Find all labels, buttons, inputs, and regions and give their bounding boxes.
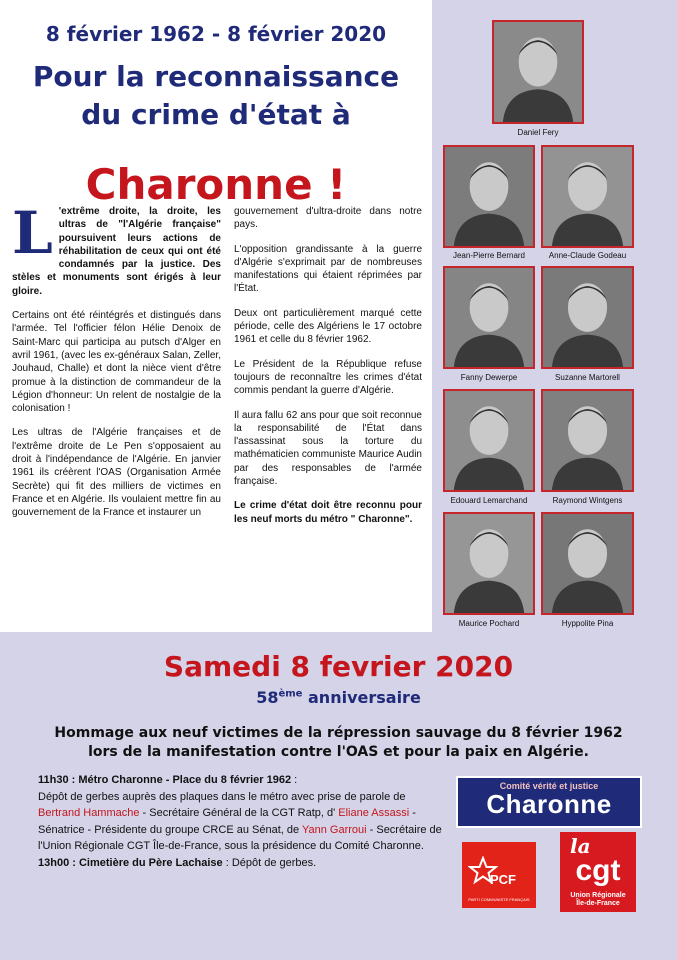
- hommage-line-2: lors de la manifestation contre l'OAS et pour la paix en Algérie.: [88, 744, 589, 760]
- victim-photo: [541, 145, 634, 248]
- victim-caption: Fanny Dewerpe: [460, 373, 518, 382]
- comite-charonne-logo: [456, 776, 642, 828]
- comite-subtitle: Comité vérité et justice: [499, 781, 599, 791]
- article-paragraph: Il aura fallu 62 ans pour que soit reconnue la responsabilité de l'État dans l'assassinat sous la torture du mathématicien communiste Maurice Audin par des responsables de l'armée française.: [234, 409, 422, 488]
- portrait-icon: [543, 514, 632, 613]
- article-right-column: [234, 205, 422, 537]
- article-paragraph: Deux ont particulièrement marqué cette période, celle des Algériens le 17 octobre 1961 et celle du 8 février 1962.: [234, 307, 422, 346]
- program-time-1: 11h30 : Métro Charonne - Place du 8 février 1962: [38, 774, 292, 786]
- portrait-icon: [494, 22, 582, 122]
- victim-photo: [443, 145, 535, 248]
- article-lead: 'extrême droite, la droite, les ultras de "l'Algérie française" poursuivent leurs actions de réhabilitation de ceux qui ont été condamnés par la justice. Des stèles et monuments sont érigés à leur gloire.: [12, 206, 221, 297]
- cgt-la: la: [570, 834, 591, 858]
- hommage-line-1: Hommage aux neuf victimes de la répression sauvage du 8 février 1962: [54, 725, 623, 741]
- portrait-icon: [543, 391, 632, 490]
- pcf-logo: [462, 842, 536, 908]
- program-text-1: [38, 789, 448, 855]
- anniversary-suffix: ème: [278, 688, 303, 700]
- victim-caption: Daniel Fery: [517, 128, 559, 137]
- victim-caption: Anne-Claude Godeau: [548, 251, 627, 260]
- victim-caption: Suzanne Martorell: [555, 373, 620, 382]
- program-text: - Secrétaire Général de la CGT Ratp, d': [139, 807, 339, 819]
- program-separator: :: [291, 774, 298, 786]
- victim-photo: [443, 266, 535, 369]
- comite-name: Charonne: [486, 789, 612, 819]
- event-date: Samedi 8 fevrier 2020: [163, 650, 514, 683]
- victim-caption: Hyppolite Pina: [561, 619, 614, 628]
- victim-caption: Edouard Lemarchand: [450, 496, 528, 505]
- dropcap: L: [12, 199, 53, 267]
- portrait-icon: [543, 268, 632, 367]
- pcf-subtitle: PARTI COMMUNISTE FRANÇAIS: [468, 897, 530, 902]
- headline-charonne: Charonne !: [85, 160, 347, 209]
- speaker-name: Bertrand Hammache: [38, 807, 140, 819]
- article-paragraph: Le Président de la République refuse toujours de reconnaître les crimes d'état commis pendant la guerre d'Algérie.: [234, 358, 422, 397]
- portrait-icon: [445, 147, 533, 246]
- anniversary: [0, 688, 677, 707]
- victim-photo: [492, 20, 584, 124]
- program-text-2: : Dépôt de gerbes.: [222, 856, 317, 869]
- article-left-column: [12, 199, 221, 531]
- cgt-logo: [560, 832, 636, 912]
- cgt-region: [560, 892, 636, 908]
- article-paragraph: Certains ont été réintégrés et distingués dans l'armée. Tel l'officier félon Hélie Denoix de Saint-Marc qui participa au putsch d'Alger en avril 1961, (avec les ex-généraux Salan, Zeller, Jouhaud, Challe) et dont la nièce vient d'être promue à la distinction de commandeur de la Légion d'honneur: Un relent de nostalgie de la colonisation !: [12, 310, 221, 415]
- article-paragraph: gouvernement d'ultra-droite dans notre pays.: [234, 206, 422, 231]
- headline: [0, 58, 432, 134]
- program-time-2: 13h00 : Cimetière du Père Lachaise: [38, 856, 223, 869]
- headline-line-2: du crime d'état à: [81, 98, 351, 131]
- victim-photo: [541, 512, 634, 615]
- portrait-icon: [445, 268, 533, 367]
- portrait-icon: [543, 147, 632, 246]
- cgt-name: cgt: [575, 854, 621, 887]
- anniversary-word: anniversaire: [302, 688, 421, 707]
- program-text: - Sénatrice - Présidente du groupe CRCE au Sénat, de: [38, 807, 416, 836]
- portrait-icon: [445, 391, 533, 490]
- victim-photo: [443, 512, 535, 615]
- program-text: - Secrétaire de l'Union Régionale CGT Île-de-France, sous la présidence du Comité Charonne.: [38, 823, 442, 852]
- anniversary-number: 58: [256, 688, 279, 707]
- program-details: [38, 772, 448, 871]
- victim-photo: [541, 266, 634, 369]
- article-paragraph: L'opposition grandissante à la guerre d'Algérie s'exprimait par de nombreuses manifestations qui étaient réprimées par l'État.: [234, 243, 422, 295]
- article-paragraph: Les ultras de l'Algérie françaises et de l'extrême droite de Le Pen s'opposaient au droit à l'indépendance de l'Algérie. En janvier 1961 ils créèrent l'OAS (Organisation Armée Secrète) qui fit des milliers de victimes en France et en Algérie. Ils voulaient mettre fin au gouvernement de la France et instaurer un: [12, 427, 221, 519]
- victim-photo: [541, 389, 634, 492]
- program-text: Dépôt de gerbes auprès des plaques dans le métro avec prise de parole de: [38, 790, 406, 803]
- hommage-text: [20, 724, 657, 762]
- speaker-name: Yann Garroui: [301, 823, 367, 836]
- cgt-region-line-2: Île-de-France: [576, 900, 620, 907]
- article-conclusion: Le crime d'état doit être reconnu pour les neuf morts du métro " Charonne".: [234, 500, 422, 525]
- cgt-region-line-1: Union Régionale: [570, 892, 626, 899]
- portrait-icon: [445, 514, 533, 613]
- victim-caption: Raymond Wintgens: [552, 496, 623, 505]
- headline-line-1: Pour la reconnaissance: [32, 60, 400, 93]
- date-line: 8 février 1962 - 8 février 2020: [45, 22, 387, 46]
- victim-caption: Maurice Pochard: [458, 619, 520, 628]
- speaker-name: Eliane Assassi: [338, 807, 410, 819]
- victim-caption: Jean-Pierre Bernard: [452, 251, 526, 260]
- victim-photo: [443, 389, 535, 492]
- pcf-name: PCF: [490, 872, 516, 887]
